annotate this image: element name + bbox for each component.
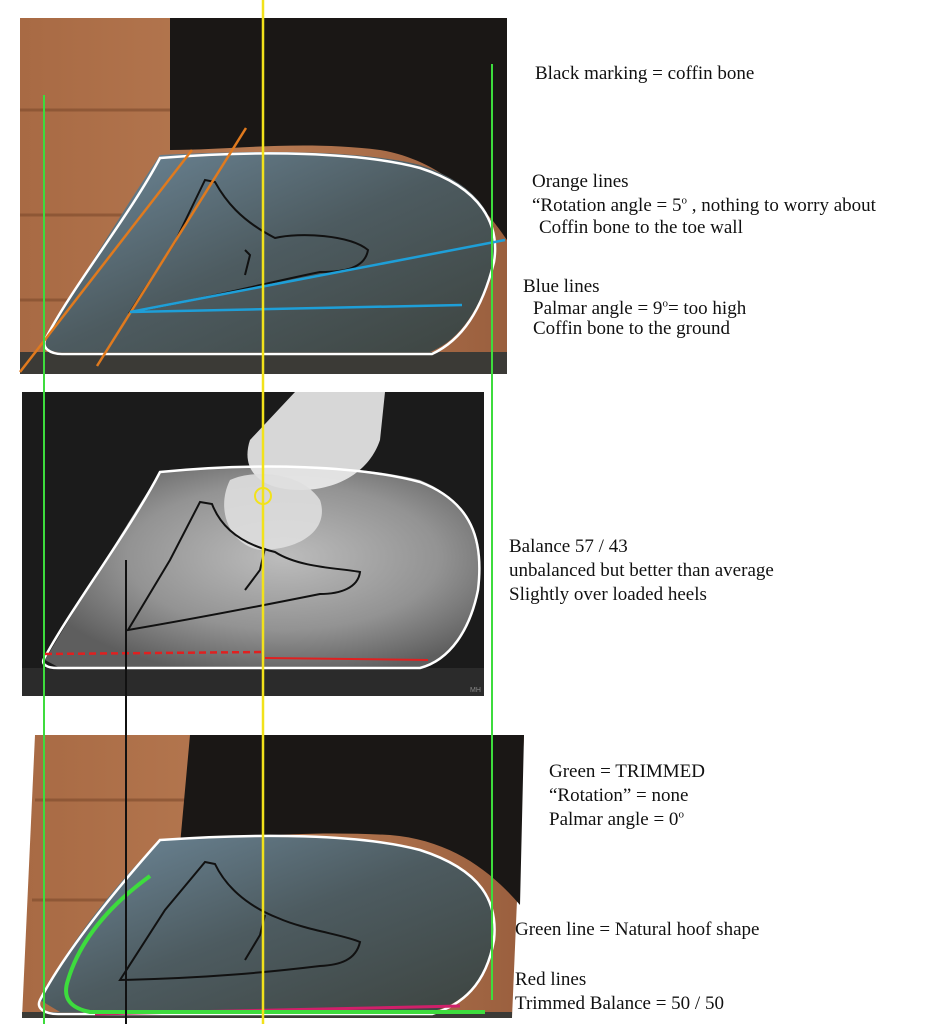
green-trimmed-label: Green = TRIMMED: [549, 761, 706, 782]
blue-palmar-text: Palmar angle = 9: [533, 298, 663, 319]
blue-palmar-suffix: = too high: [667, 298, 747, 319]
orange-lines-title: Orange lines: [532, 171, 629, 192]
green-rotation-label: “Rotation” = none: [549, 785, 689, 806]
degree-symbol: o: [662, 297, 668, 310]
orange-rotation-suffix: , nothing to worry about: [687, 195, 876, 216]
red-lines-title: Red lines: [515, 969, 587, 990]
orange-rotation-label: [532, 195, 876, 217]
green-palmar-text: Palmar angle = 0: [549, 809, 679, 830]
blue-description: Coffin bone to the ground: [533, 318, 731, 339]
green-palmar-angle-label: [549, 809, 684, 831]
blue-lines-title: Blue lines: [523, 276, 600, 297]
trimmed-balance-label: Trimmed Balance = 50 / 50: [515, 993, 724, 1014]
xray-watermark: MH: [470, 687, 481, 694]
balance-description: unbalanced but better than average: [509, 560, 774, 581]
black-marking-label: Black marking = coffin bone: [535, 63, 755, 84]
orange-rotation-text: “Rotation angle = 5: [532, 195, 682, 216]
blue-palmar-angle-label: [533, 298, 746, 320]
balance-note: Slightly over loaded heels: [509, 584, 707, 605]
balance-title: Balance 57 / 43: [509, 536, 628, 557]
green-line-label: Green line = Natural hoof shape: [515, 919, 760, 940]
degree-symbol: o: [681, 194, 687, 207]
bottom-hoof-photo: [22, 735, 524, 1018]
orange-description: Coffin bone to the toe wall: [539, 217, 743, 238]
degree-symbol: o: [678, 808, 684, 821]
